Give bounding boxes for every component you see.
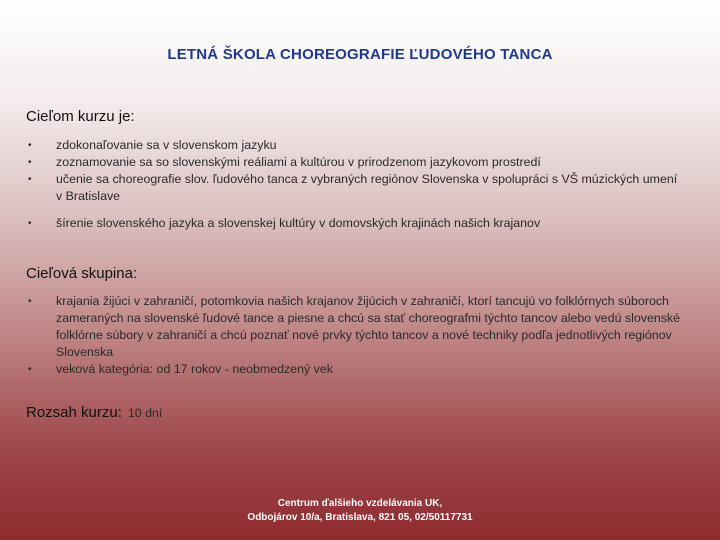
target-heading: Cieľová skupina: [26, 265, 138, 282]
goals-heading: Cieľom kurzu je: [26, 108, 135, 125]
bullet-icon: • [28, 296, 32, 307]
list-item: • šírenie slovenského jazyka a slovenskej kultúry v domovských krajinách našich krajanov [28, 216, 541, 230]
bullet-icon: • [28, 364, 32, 375]
list-item: • učenie sa choreografie slov. ľudového tanca z vybraných regiónov Slovenska v spolupráci s VŠ múzických umení v Bratislave [28, 172, 678, 203]
slide-title: LETNÁ ŠKOLA CHOREOGRAFIE ĽUDOVÉHO TANCA [167, 46, 553, 63]
bullet-icon: • [28, 157, 32, 168]
list-item: • zdokonaľovanie sa v slovenskom jazyku [28, 138, 277, 152]
list-item: • zoznamovanie sa so slovenskými reáliami a kultúrou v prirodzenom jazykovom prostredí [28, 155, 541, 169]
list-item: • krajania žijúci v zahraničí, potomkovia našich krajanov žijúcich v zahraničí, ktorí tancujú vo folklórnych súboroch zameraných na slovenské ľudové tance a piesne a chcú sa stať choreografmi týchto tancov alebo vedú slovenské folklórne súbory v zahraničí a chcú poznať nové prvky týchto tancov a nové techniky podľa jednotlivých regiónov Slovenska [28, 294, 681, 359]
footer [0, 497, 720, 525]
footer-line-1: Centrum ďalšieho vzdelávania UK, [277, 498, 443, 509]
scope-value: 10 dní [127, 406, 163, 420]
course-scope [26, 404, 162, 421]
list-item: • veková kategória: od 17 rokov - neobmedzený vek [28, 362, 333, 376]
bullet-icon: • [28, 218, 32, 229]
bullet-icon: • [28, 140, 32, 151]
bullet-icon: • [28, 174, 32, 185]
footer-line-2: Odbojárov 10/a, Bratislava, 821 05, 02/50117731 [247, 512, 473, 523]
scope-label: Rozsah kurzu: [26, 404, 122, 421]
target-list [26, 293, 686, 378]
goals-list [26, 137, 686, 232]
